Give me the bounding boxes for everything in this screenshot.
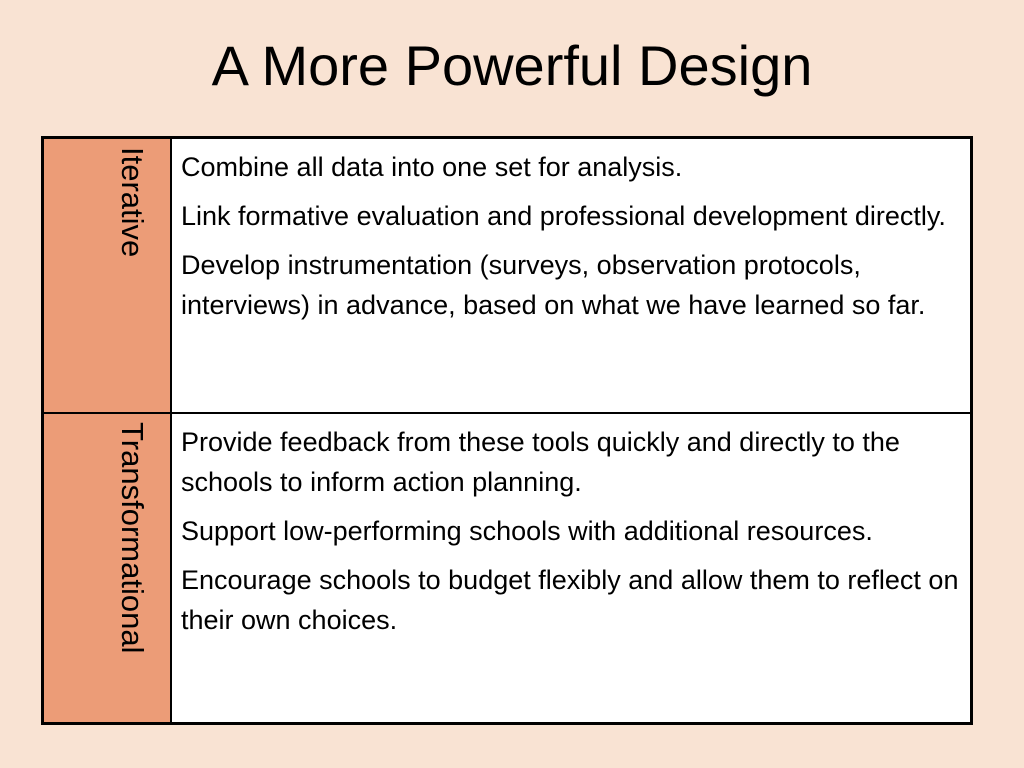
row-label-iterative <box>44 139 172 414</box>
row-label-transformational <box>44 414 172 722</box>
list-item: Provide feedback from these tools quickly and directly to the schools to inform action planning. <box>181 427 900 497</box>
list-item: Encourage schools to budget flexibly and allow them to reflect on their own choices. <box>181 565 959 635</box>
list-item: Develop instrumentation (surveys, observation protocols, interviews) in advance, based on what we have learned so far. <box>181 250 926 320</box>
list-item: Link formative evaluation and professional development directly. <box>181 201 946 231</box>
slide-title: A More Powerful Design <box>211 34 813 97</box>
row-label-text: Iterative <box>115 147 150 258</box>
row-label-text: Transformational <box>115 422 150 654</box>
list-item: Combine all data into one set for analysis. <box>181 152 683 182</box>
row-body-iterative <box>172 139 970 414</box>
row-body-transformational <box>172 414 970 722</box>
content-table <box>41 136 973 725</box>
list-item: Support low-performing schools with additional resources. <box>181 516 873 546</box>
